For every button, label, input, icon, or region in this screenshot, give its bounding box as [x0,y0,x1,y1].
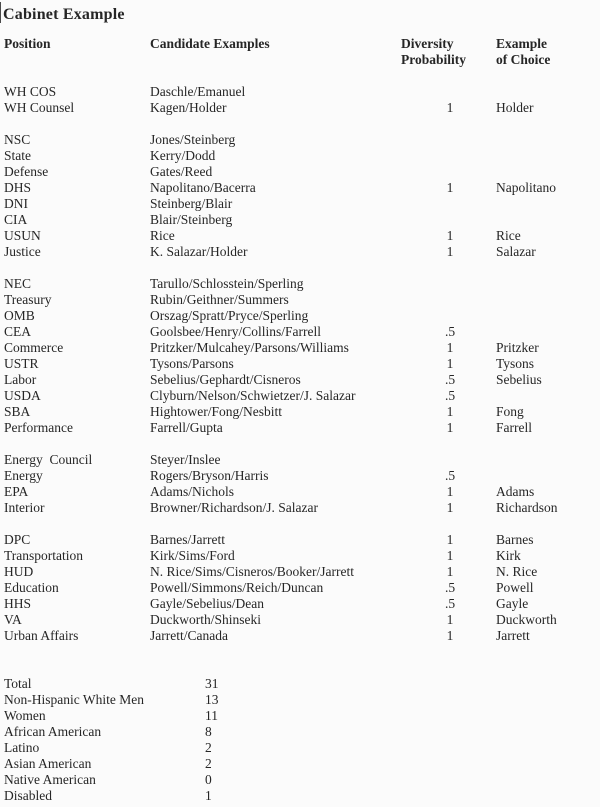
probability-cell: 1 [446,228,454,243]
summary-label: Disabled [4,788,52,803]
table-row [0,356,600,372]
candidates-cell: Gates/Reed [150,164,213,179]
probability-cell: 1 [446,100,454,115]
table-row [0,100,600,116]
table-row [0,292,600,308]
probability-cell: 1 [446,420,454,435]
page-title: Cabinet Example [3,6,125,23]
summary-value: 13 [205,692,219,707]
choice-cell: Richardson [496,500,558,515]
position-cell: SBA [4,404,31,419]
position-cell: Energy Council [4,452,93,467]
col-header-example-line2: of Choice [496,52,551,67]
position-cell: Performance [4,420,73,435]
candidates-cell: Sebelius/Gephardt/Cisneros [150,372,301,387]
candidates-cell: Duckworth/Shinseki [150,612,261,627]
choice-cell: Duckworth [496,612,557,627]
table-body [0,84,600,644]
candidates-cell: Blair/Steinberg [150,212,233,227]
candidates-cell: Gayle/Sebelius/Dean [150,596,264,611]
col-header-candidates: Candidate Examples [150,36,270,51]
probability-cell: .5 [444,324,456,339]
group-spacer [0,436,600,452]
table-row [0,84,600,100]
col-header-diversity-line2: Probability [401,52,467,67]
table-row [0,276,600,292]
probability-cell: 1 [446,548,454,563]
position-cell: DNI [4,196,28,211]
table-row [0,164,600,180]
probability-cell: .5 [444,468,456,483]
position-cell: Urban Affairs [4,628,79,643]
summary-label: Non-Hispanic White Men [4,692,144,707]
probability-cell: 1 [446,628,454,643]
candidates-cell: K. Salazar/Holder [150,244,248,259]
probability-cell: .5 [444,580,456,595]
position-cell: VA [4,612,22,627]
position-cell: DPC [4,532,31,547]
position-cell: Transportation [4,548,84,563]
table-row [0,420,600,436]
summary-label: African American [4,724,102,739]
position-cell: Treasury [4,292,52,307]
table-row [0,308,600,324]
candidates-cell: Napolitano/Bacerra [150,180,256,195]
summary-label: Women [4,708,46,723]
col-header-position: Position [4,36,51,51]
candidates-cell: Browner/Richardson/J. Salazar [150,500,318,515]
summary-row [0,692,600,708]
probability-cell: 1 [446,612,454,627]
summary-row [0,772,600,788]
candidates-cell: Steyer/Inslee [150,452,221,467]
table-row [0,628,600,644]
table-row [0,500,600,516]
probability-cell: 1 [446,340,454,355]
summary-row [0,740,600,756]
table-row [0,388,600,404]
summary-row [0,708,600,724]
candidates-cell: Goolsbee/Henry/Collins/Farrell [150,324,321,339]
probability-cell: .5 [444,388,456,403]
position-cell: CIA [4,212,28,227]
summary-value: 8 [205,724,212,739]
position-cell: Commerce [4,340,64,355]
position-cell: Defense [4,164,49,179]
table-header-line1 [0,36,600,52]
probability-cell: 1 [446,404,454,419]
candidates-cell: Rubin/Geithner/Summers [150,292,289,307]
candidates-cell: Clyburn/Nelson/Schwietzer/J. Salazar [150,388,356,403]
choice-cell: Salazar [496,244,536,259]
choice-cell: Powell [496,580,534,595]
col-header-diversity-line1: Diversity [401,36,454,51]
probability-cell: 1 [446,180,454,195]
probability-cell: 1 [446,356,454,371]
summary-value: 1 [205,788,212,803]
summary-value: 11 [205,708,218,723]
summary-row [0,756,600,772]
candidates-cell: Rice [150,228,175,243]
candidates-cell: Kerry/Dodd [150,148,216,163]
position-cell: NEC [4,276,31,291]
probability-cell: .5 [444,596,456,611]
summary-label: Total [4,676,32,691]
position-cell: USDA [4,388,41,403]
choice-cell: Gayle [496,596,529,611]
text-cursor-artifact [0,2,1,23]
table-row [0,340,600,356]
position-cell: USUN [4,228,41,243]
position-cell: State [4,148,31,163]
candidates-cell: Adams/Nichols [150,484,234,499]
candidates-cell: Kagen/Holder [150,100,227,115]
table-row [0,468,600,484]
choice-cell: Jarrett [496,628,530,643]
table-row [0,484,600,500]
position-cell: WH Counsel [4,100,75,115]
table-row [0,580,600,596]
table-row [0,612,600,628]
candidates-cell: Hightower/Fong/Nesbitt [150,404,282,419]
table-row [0,180,600,196]
table-row [0,532,600,548]
summary-value: 31 [205,676,219,691]
col-header-example-line1: Example [496,36,548,51]
summary-row [0,676,600,692]
candidates-cell: Barnes/Jarrett [150,532,225,547]
choice-cell: Holder [496,100,534,115]
table-row [0,244,600,260]
candidates-cell: Powell/Simmons/Reich/Duncan [150,580,324,595]
group-spacer [0,260,600,276]
choice-cell: Pritzker [496,340,539,355]
probability-cell: 1 [446,500,454,515]
summary-value: 0 [205,772,212,787]
candidates-cell: Kirk/Sims/Ford [150,548,235,563]
table-row [0,196,600,212]
choice-cell: Tysons [496,356,535,371]
position-cell: Labor [4,372,37,387]
candidates-cell: Jones/Steinberg [150,132,236,147]
table-header-line2 [0,52,600,68]
choice-cell: Farrell [496,420,532,435]
probability-cell: .5 [444,372,456,387]
choice-cell: N. Rice [496,564,538,579]
summary-value: 2 [205,756,212,771]
candidates-cell: Tarullo/Schlosstein/Sperling [150,276,304,291]
summary-label: Native American [4,772,96,787]
summary-label: Asian American [4,756,92,771]
summary-label: Latino [4,740,40,755]
choice-cell: Napolitano [496,180,556,195]
summary-row [0,724,600,740]
position-cell: CEA [4,324,31,339]
candidates-cell: Steinberg/Blair [150,196,233,211]
choice-cell: Rice [496,228,521,243]
position-cell: NSC [4,132,31,147]
position-cell: Interior [4,500,45,515]
probability-cell: 1 [446,564,454,579]
table-header [0,36,600,68]
position-cell: Energy [4,468,43,483]
summary-value: 2 [205,740,212,755]
summary-gap [0,644,600,676]
candidates-cell: Tysons/Parsons [150,356,234,371]
table-row [0,452,600,468]
choice-cell: Kirk [496,548,521,563]
probability-cell: 1 [446,484,454,499]
candidates-cell: N. Rice/Sims/Cisneros/Booker/Jarrett [150,564,354,579]
choice-cell: Adams [496,484,535,499]
position-cell: DHS [4,180,32,195]
table-row [0,324,600,340]
candidates-cell: Pritzker/Mulcahey/Parsons/Williams [150,340,349,355]
table-row [0,564,600,580]
choice-cell: Sebelius [496,372,542,387]
position-cell: WH COS [4,84,57,99]
position-cell: USTR [4,356,39,371]
choice-cell: Barnes [496,532,534,547]
table-row [0,548,600,564]
summary-section [0,676,600,804]
summary-row [0,788,600,804]
probability-cell: 1 [446,244,454,259]
table-row [0,404,600,420]
table-row [0,228,600,244]
position-cell: HUD [4,564,34,579]
candidates-cell: Farrell/Gupta [150,420,223,435]
position-cell: EPA [4,484,29,499]
group-spacer [0,516,600,532]
table-row [0,212,600,228]
candidates-cell: Daschle/Emanuel [150,84,246,99]
candidates-cell: Orszag/Spratt/Pryce/Sperling [150,308,309,323]
table-row [0,132,600,148]
choice-cell: Fong [496,404,524,419]
table-row [0,148,600,164]
position-cell: HHS [4,596,32,611]
candidates-cell: Rogers/Bryson/Harris [150,468,269,483]
group-spacer [0,116,600,132]
position-cell: Justice [4,244,41,259]
header-gap [0,68,600,84]
position-cell: Education [4,580,59,595]
table-row [0,596,600,612]
position-cell: OMB [4,308,35,323]
candidates-cell: Jarrett/Canada [150,628,228,643]
table-row [0,372,600,388]
probability-cell: 1 [446,532,454,547]
